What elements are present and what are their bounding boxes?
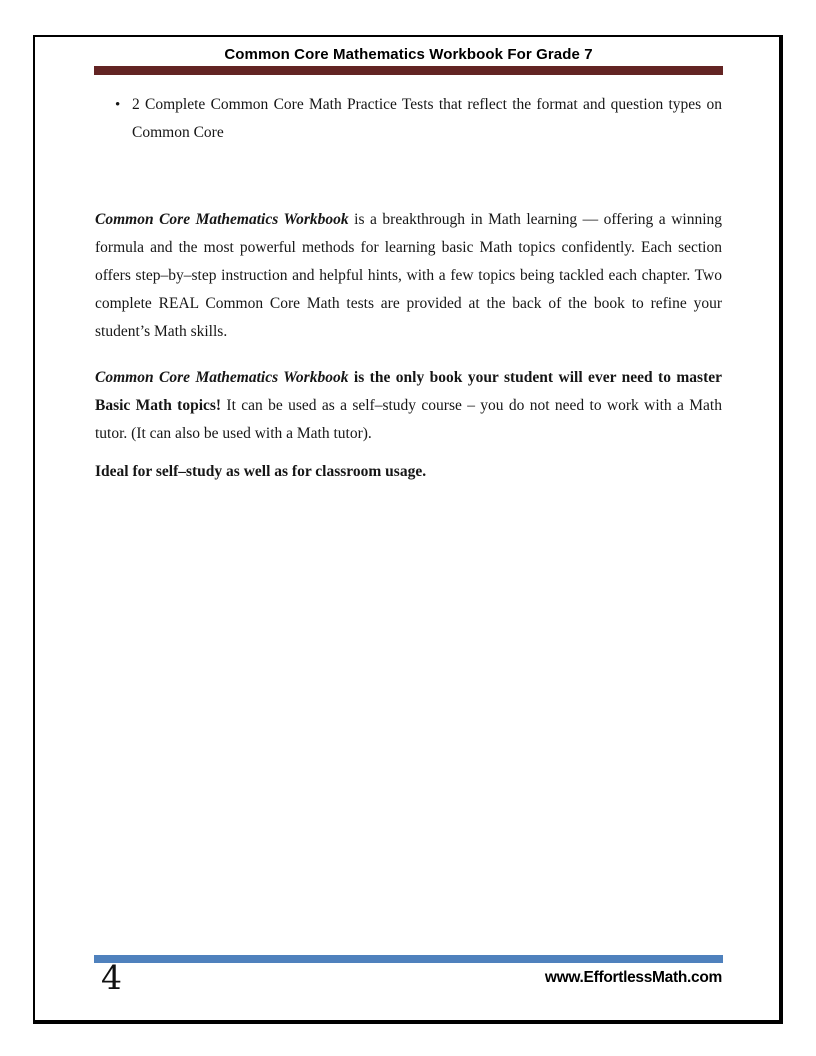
paragraph-3: Ideal for self–study as well as for classroom usage. xyxy=(95,462,427,480)
header-rule xyxy=(94,66,723,75)
paragraph-1 xyxy=(95,206,722,346)
bullet-item-text: 2 Complete Common Core Math Practice Tests that reflect the format and question types on Common Core xyxy=(132,96,722,141)
page-number: 4 xyxy=(101,958,122,997)
paragraph-2-bold-segment: is the only book your student will ever need to master Basic Math topics! xyxy=(95,368,723,414)
bullet-list-item xyxy=(95,91,722,147)
paragraph-2 xyxy=(95,364,722,448)
bullet-marker-icon: • xyxy=(115,97,121,113)
page-border xyxy=(33,35,783,1024)
footer-website-link[interactable]: www.EffortlessMath.com xyxy=(544,969,722,986)
paragraph-1-body: is a breakthrough in Math learning — offering a winning formula and the most powerful methods for learning basic Math topics confidently. Each section offers step–by–step instruction and helpful hints, with a few topics being tackled each chapter. Two complete REAL Common Core Math tests are provided at the back of the book to refine your student’s Math skills. xyxy=(95,210,722,340)
paragraph-1-lead: Common Core Mathematics Workbook xyxy=(95,210,349,228)
running-header-title: Common Core Mathematics Workbook For Grade 7 xyxy=(224,46,593,63)
footer-rule xyxy=(94,955,723,963)
paragraph-2-lead: Common Core Mathematics Workbook xyxy=(95,368,349,386)
paragraph-2-body: It can be used as a self–study course – you do not need to work with a Math tutor. (It can also be used with a Math tutor). xyxy=(95,396,722,442)
